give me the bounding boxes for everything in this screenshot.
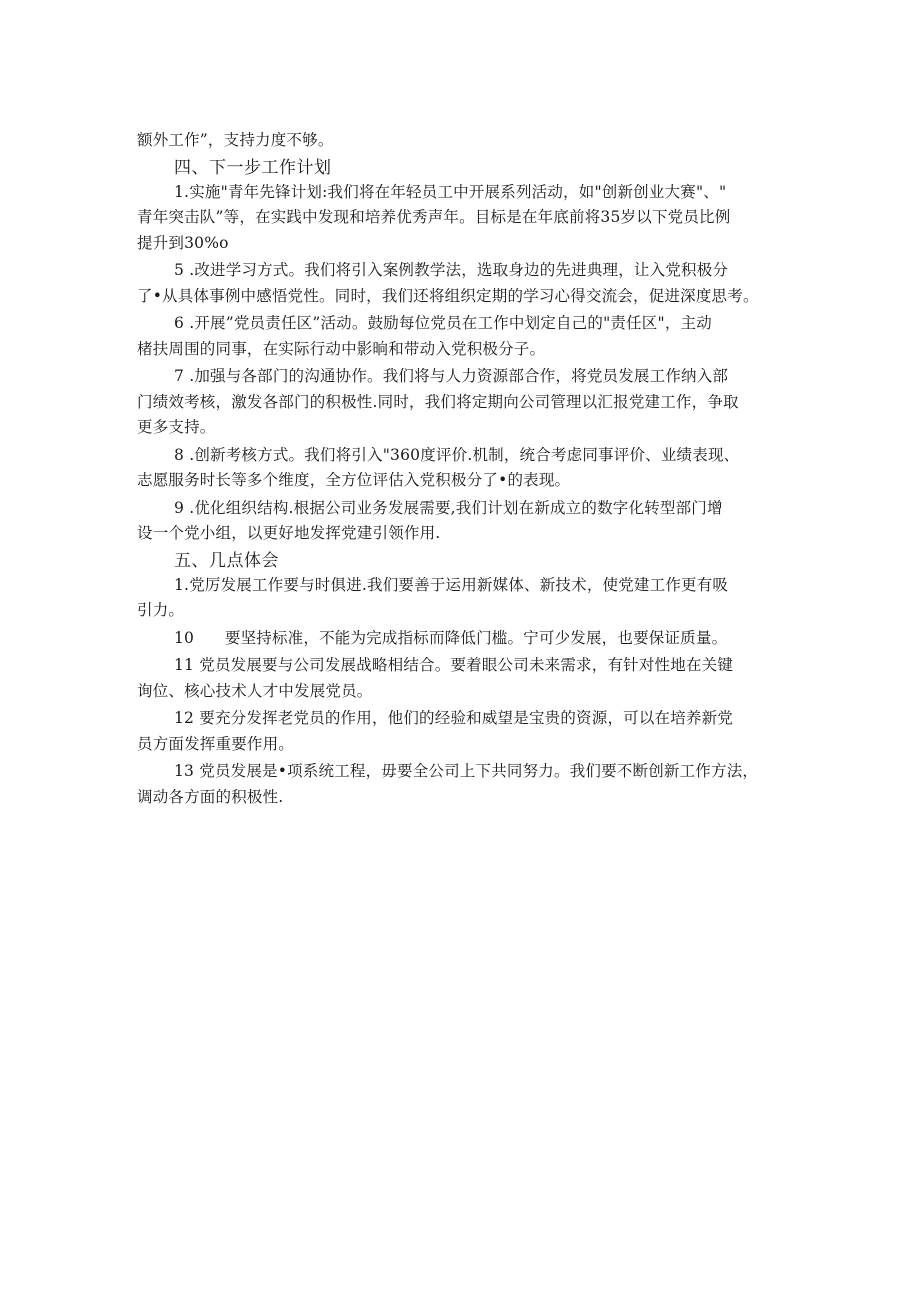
paragraph-line: 更多支持。 <box>137 418 216 436</box>
plan-item-1 <box>137 180 787 257</box>
paragraph-line: 12 要充分发挥老党员的作用，他们的经验和威望是宝贵的资源，可以在培养新党 <box>174 709 734 727</box>
document-page <box>137 128 787 812</box>
paragraph-line: 楮扶周围的同事，在实际行动中影晌和带动入党积极分子。 <box>137 339 546 358</box>
reflection-item-12 <box>137 706 787 757</box>
paragraph-line: 调动各方面的积极性. <box>137 787 284 806</box>
paragraph-line: 询位、核心技术人才中发展党员。 <box>137 681 373 700</box>
paragraph-line: 10 要坚持标准，不能为完成指标而降低门槛。宁可少发展，也要保证质量。 <box>174 628 728 647</box>
plan-item-7 <box>137 364 787 441</box>
paragraph-line: 11 党员发展要与公司发展战略相结合。要着眼公司未来需求，有针对性地在关键 <box>174 656 734 674</box>
plan-item-9 <box>137 496 787 547</box>
paragraph-line: 设一个党小组，以更好地发挥党建引领作用. <box>137 524 441 542</box>
reflection-item-1 <box>137 573 787 624</box>
section-heading-reflections: 五、几点体会 <box>174 550 279 571</box>
plan-item-5 <box>137 258 787 309</box>
intro-paragraph <box>137 128 787 154</box>
plan-item-6 <box>137 311 787 362</box>
paragraph-line: 引力。 <box>137 601 185 619</box>
plan-item-8 <box>137 443 787 494</box>
paragraph-line: 了•从具体事例中感悟党性。同时，我们还将组织定期的学习心得交流会，促进深度思考。 <box>137 286 759 305</box>
reflection-item-13 <box>137 759 787 810</box>
paragraph-line: 门绩效考核，激发各部门的积极性.同时，我们将定期向公司管理以汇报党建工作，争取 <box>137 392 739 411</box>
paragraph-line: 员方面发挥重要作用。 <box>137 734 295 753</box>
reflection-item-11 <box>137 653 787 704</box>
section-heading-next-steps: 四、下一步工作计划 <box>174 157 332 178</box>
paragraph-line: 青年突击队”等，在实践中发现和培养优秀声年。目标是在年底前将35岁以下党员比例 <box>137 208 731 226</box>
paragraph-line: 志愿服务时长等多个维度，全方位评估入党积极分了•的表现。 <box>137 471 571 489</box>
reflection-item-10 <box>137 626 787 652</box>
paragraph-line: 8 .创新考核方式。我们将引入"360度评价.机制，统合考虑同事评价、业绩表现、 <box>174 445 740 464</box>
paragraph-line: 1.实施"青年先锋计划:我们将在年轻员工中开展系列活动，如"创新创业大赛"、" <box>174 182 727 201</box>
paragraph-line: 1.党厉发展工作要与时俱进.我们要善于运用新媒体、新技术，使党建工作更有吸 <box>174 575 729 594</box>
paragraph-line: 5 .改进学习方式。我们将引入案例教学法，选取身边的先进典理，让入党积极分 <box>174 261 729 279</box>
paragraph-line: 额外工作”，支持力度不够。 <box>137 131 334 149</box>
paragraph-line: 7 .加强与各部门的沟通协作。我们将与人力资源部合作，将党员发展工作纳入部 <box>174 367 729 385</box>
paragraph-line: 6 .开展”党员责任区”活动。鼓励每位党员在工作中划定自己的"责任区"，主动 <box>174 314 712 332</box>
paragraph-line: 9 .优化组织结构.根据公司业务发展需要,我们计划在新成立的数字化转型部门增 <box>174 498 723 517</box>
paragraph-line: 提升到30%o <box>137 233 229 252</box>
paragraph-line: 13 党员发展是•项系统工程，毋要全公司上下共同努力。我们要不断创新工作方法， <box>174 762 759 780</box>
